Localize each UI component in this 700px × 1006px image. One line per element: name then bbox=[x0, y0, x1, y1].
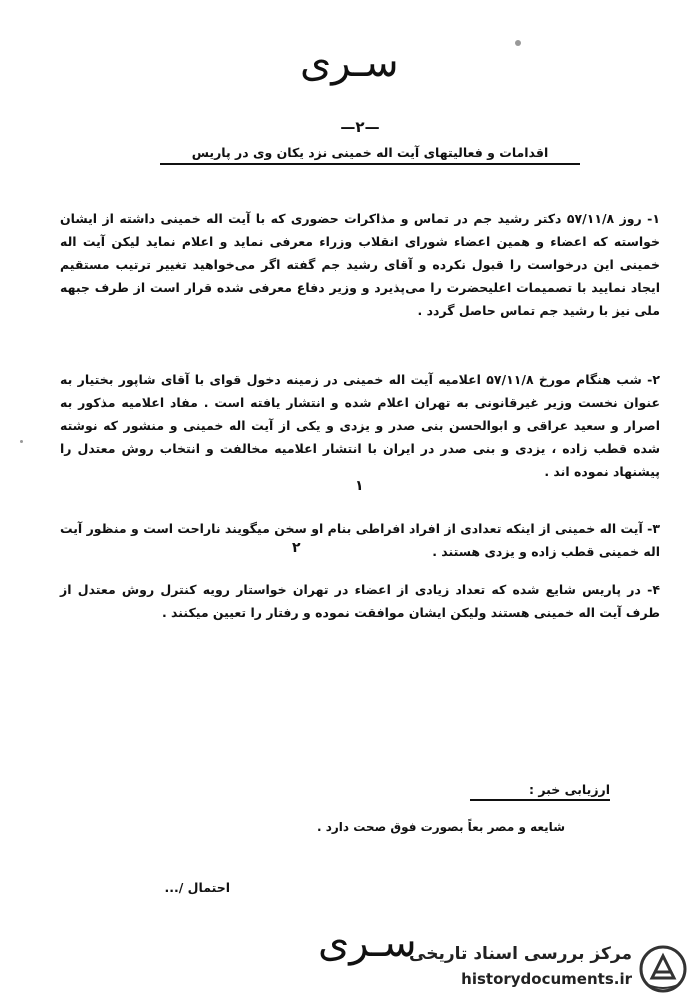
paragraph-3: ۳- آیت اله خمینی از اینکه تعدادی از افراد افراطی بنام او سخن میگویند ناراحت است و منظور آیت اله خمینی قطب زاده و یزدی هستند . bbox=[60, 521, 660, 559]
archive-watermark bbox=[410, 940, 690, 1000]
footnote-mark-1: ۱ bbox=[355, 478, 364, 494]
evaluation-text: شایعه و مصر بعاً بصورت فوق صحت دارد . bbox=[316, 820, 565, 834]
document-heading: اقدامات و فعالیتهای آیت اله خمینی نزد یکان وی در پاریس bbox=[160, 145, 580, 165]
classification-stamp-top: سـری bbox=[300, 40, 399, 86]
paragraph-2: ۲- شب هنگام مورخ ۵۷/۱۱/۸ اعلامیه آیت اله خمینی در زمینه دخول قوای با آقای شاپور بختیار به عنوان نخست وزیر غیرقانونی به تهران اعلام شده و انتشار یافته است . مفاد اعلامیه مذکور به اصرار و سعید عراقی و ابوالحسن بنی صدر و یزدی و یکی از آیت اله خمینی و منشور که نوشته شده قطب زاده ، یزدی و بنی صدر در ایران با انتشار اعلامیه مخالفت و انتخاب روش معتدل را پیشنهاد نموده اند . bbox=[60, 372, 661, 479]
footnote-mark-2: ۲ bbox=[292, 540, 301, 556]
archive-logo-icon bbox=[638, 944, 688, 994]
paragraph-4: ۴- در پاریس شایع شده که تعداد زیادی از اعضاء در تهران خواستار رویه کنترل روش معتدل از طرف آیت اله خمینی هستند ولیکن ایشان موافقت نموده و رفتار را تعیین میکنند . bbox=[60, 582, 660, 620]
scan-speck bbox=[20, 440, 23, 443]
watermark-site: historydocuments.ir bbox=[461, 970, 632, 988]
scan-speck bbox=[515, 40, 521, 46]
section-number: —۲— bbox=[340, 118, 380, 136]
watermark-title: مرکز بررسی اسناد تاریخی bbox=[409, 944, 632, 964]
evaluation-label: ارزیابی خبر : bbox=[470, 782, 610, 801]
probability-line: احتمال /... bbox=[164, 880, 230, 895]
classification-stamp-bottom: سـری bbox=[318, 920, 417, 966]
paragraph-1: ۱- روز ۵۷/۱۱/۸ دکتر رشید جم در تماس و مذاکرات حضوری که با آیت اله خمینی داشته از ایشان خواسته که اعضاء و همین اعضاء شورای انقلاب وزراء معرفی نماید و اعلام نماید لیکن آیت اله خمینی این درخواست را قبول نکرده و آقای رشید جم گفته اگر می‌خواهید تغییر ترتیب مستقیم ایجاد نمایید با تصمیمات اعلیحضرت را می‌پذیرد و وزیر دفاع معرفی شده قرار است از طرف جبهه ملی نیز با رشید جم تماس حاصل گردد . bbox=[60, 211, 661, 318]
